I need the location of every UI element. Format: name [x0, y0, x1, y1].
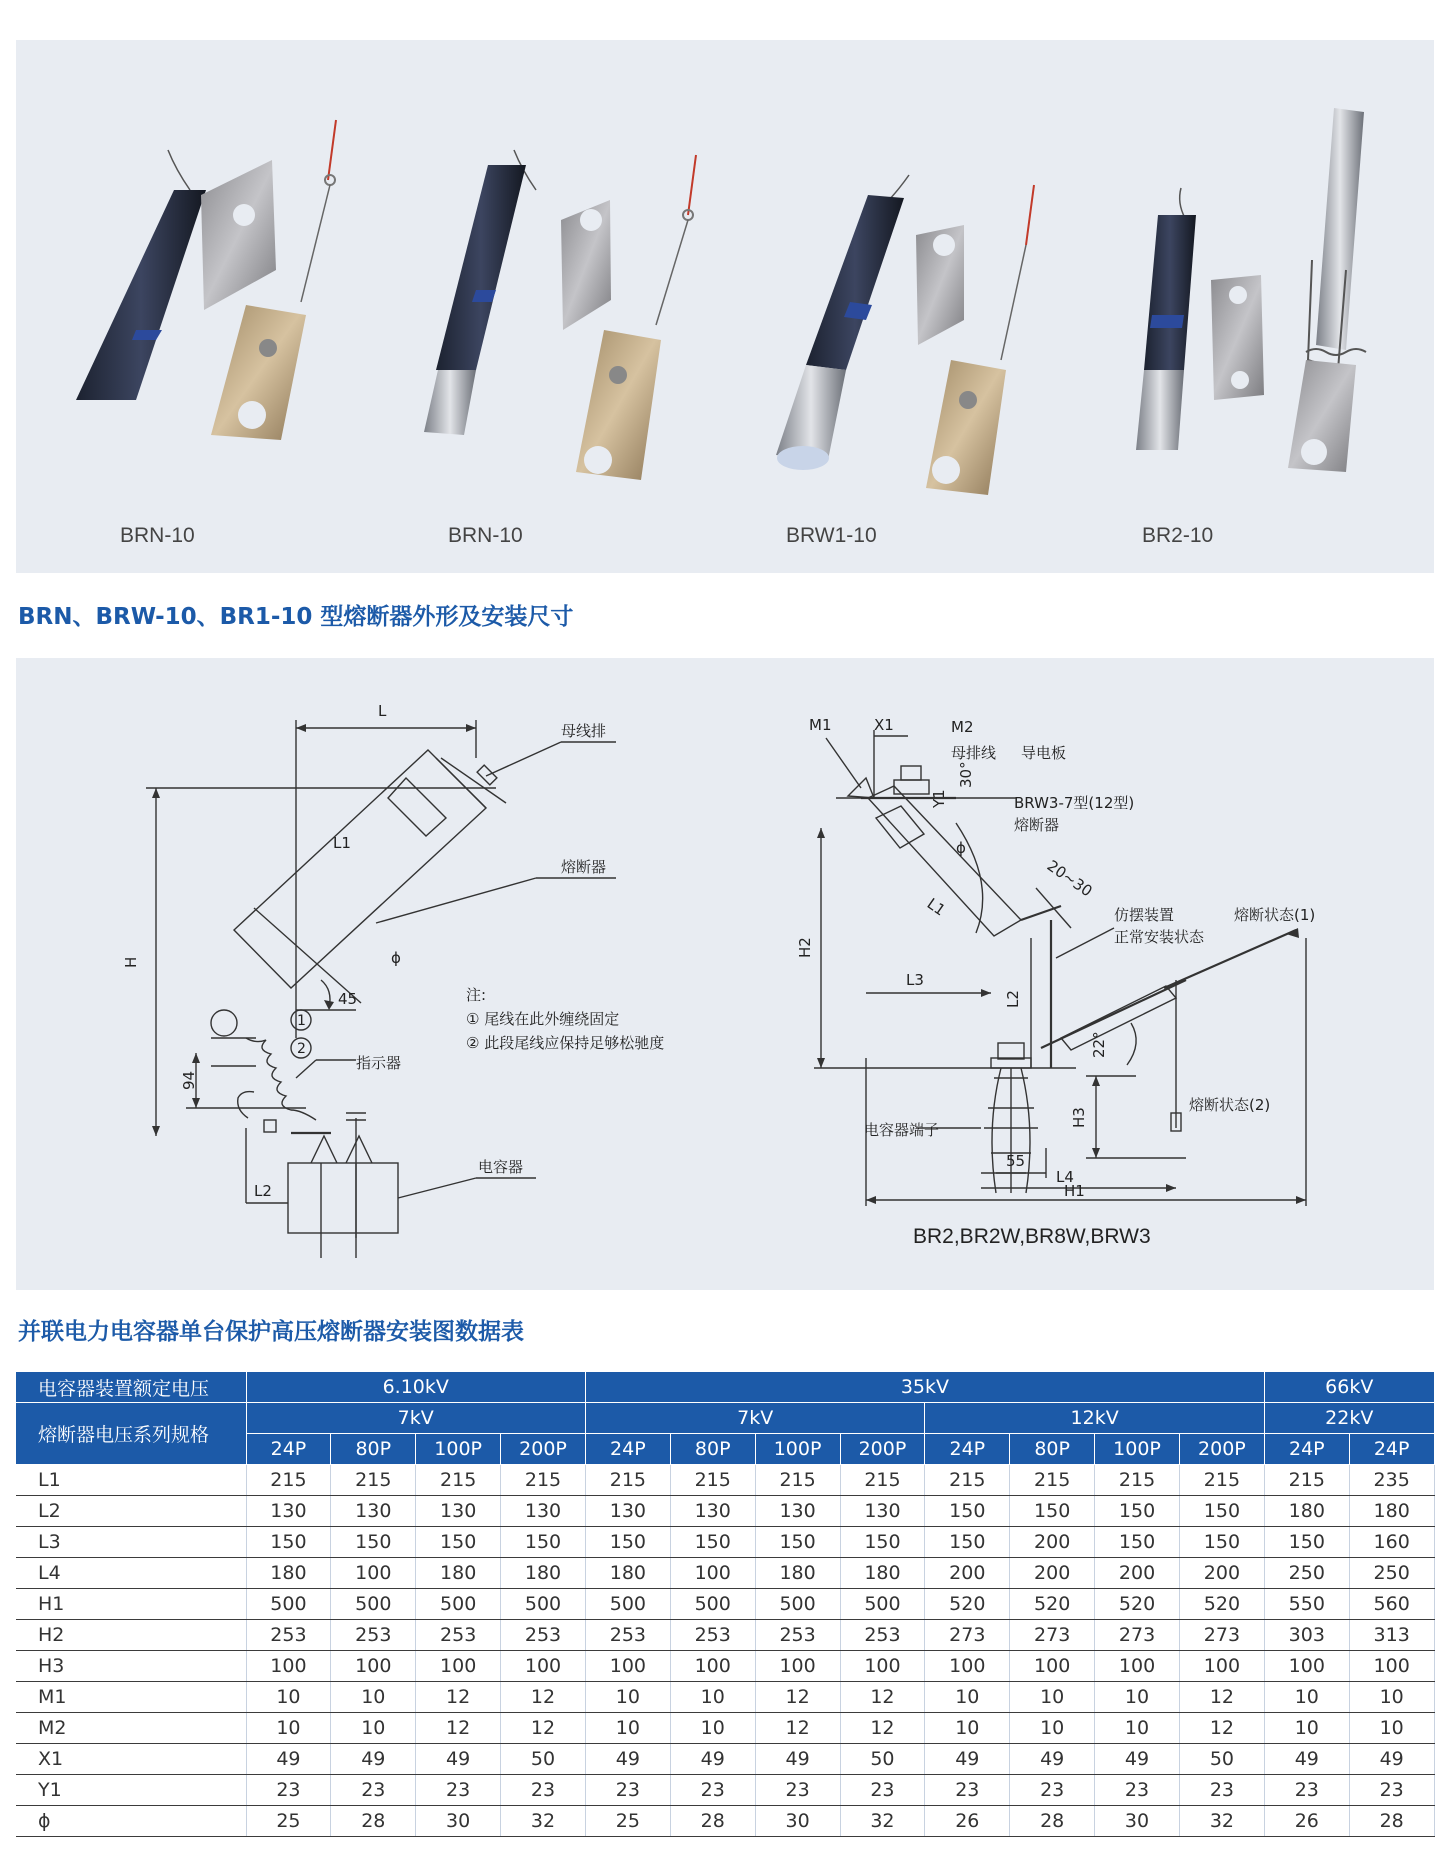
label-blown-1: 熔断状态(1) [1234, 906, 1316, 924]
row-label: L3 [16, 1527, 246, 1558]
row-label: L2 [16, 1496, 246, 1527]
table-cell: 100 [1095, 1651, 1180, 1682]
table-cell: 180 [1264, 1496, 1349, 1527]
table-cell: 180 [246, 1558, 331, 1589]
label-circle-1: 1 [297, 1013, 306, 1029]
table-cell: 500 [670, 1589, 755, 1620]
table-cell: 100 [755, 1651, 840, 1682]
table-cell: 130 [755, 1496, 840, 1527]
table-cell: 23 [1095, 1775, 1180, 1806]
table-cell: 215 [1095, 1465, 1180, 1496]
header-spec-cell: 24P [246, 1434, 331, 1465]
table-cell: 23 [331, 1775, 416, 1806]
header-spec-cell: 80P [331, 1434, 416, 1465]
label-Y1: Y1 [930, 789, 948, 808]
table-cell: 253 [501, 1620, 586, 1651]
table-cell: 150 [840, 1527, 925, 1558]
table-cell: 235 [1349, 1465, 1434, 1496]
table-cell: 23 [1264, 1775, 1349, 1806]
header-spec-cell: 24P [1349, 1434, 1434, 1465]
label-fuse-right: 熔断器 [1014, 816, 1060, 834]
table-cell: 12 [501, 1713, 586, 1744]
table-cell: 49 [670, 1744, 755, 1775]
label-fuse: 熔断器 [561, 858, 607, 876]
table-cell: 12 [755, 1682, 840, 1713]
header-spec-cell: 200P [501, 1434, 586, 1465]
table-cell: 28 [331, 1806, 416, 1837]
table-cell: 49 [1010, 1744, 1095, 1775]
table-cell: 100 [925, 1651, 1010, 1682]
table-cell: 12 [501, 1682, 586, 1713]
table-cell: 49 [1264, 1744, 1349, 1775]
table-cell: 100 [1264, 1651, 1349, 1682]
table-cell: 160 [1349, 1527, 1434, 1558]
label-20-30: 20~30 [1043, 856, 1096, 901]
table-cell: 200 [1010, 1558, 1095, 1589]
table-cell: 520 [1095, 1589, 1180, 1620]
table-cell: 23 [755, 1775, 840, 1806]
row-label: H1 [16, 1589, 246, 1620]
table-cell: 150 [1095, 1527, 1180, 1558]
left-diagram [122, 702, 664, 1258]
header-voltage-35kv: 35kV [585, 1372, 1264, 1403]
table-cell: 215 [840, 1465, 925, 1496]
table-cell: 100 [1349, 1651, 1434, 1682]
table-cell: 150 [246, 1527, 331, 1558]
photo-brn10-b [424, 150, 696, 480]
table-body [16, 1465, 1434, 1837]
table-cell: 12 [416, 1682, 501, 1713]
table-cell: 150 [331, 1527, 416, 1558]
photo-caption-1: BRN-10 [120, 524, 195, 547]
row-label: H2 [16, 1620, 246, 1651]
photo-caption-4: BR2-10 [1142, 524, 1214, 547]
header-spec-cell: 80P [1010, 1434, 1095, 1465]
table-cell: 23 [670, 1775, 755, 1806]
row-label: H3 [16, 1651, 246, 1682]
table-cell: 313 [1349, 1620, 1434, 1651]
table-cell: 130 [585, 1496, 670, 1527]
table-cell: 23 [840, 1775, 925, 1806]
table-cell: 12 [755, 1713, 840, 1744]
header-spec-cell: 100P [1095, 1434, 1180, 1465]
table-cell: 23 [1010, 1775, 1095, 1806]
label-brw3: BRW3-7型(12型) [1014, 794, 1135, 812]
label-55: 55 [1006, 1152, 1026, 1170]
table-cell: 253 [585, 1620, 670, 1651]
header-row-voltage [16, 1372, 1434, 1403]
table-cell: 500 [755, 1589, 840, 1620]
label-H: H [122, 956, 140, 968]
label-L2-right: L2 [1004, 990, 1022, 1008]
table-cell: 250 [1349, 1558, 1434, 1589]
table-cell: 30 [416, 1806, 501, 1837]
table-cell: 100 [246, 1651, 331, 1682]
header-spec-cell: 24P [1264, 1434, 1349, 1465]
label-capacitor: 电容器 [478, 1158, 524, 1176]
table-row [16, 1465, 1434, 1496]
table-cell: 150 [925, 1527, 1010, 1558]
table-cell: 10 [1264, 1713, 1349, 1744]
installation-diagram-panel [16, 658, 1434, 1290]
table-cell: 130 [670, 1496, 755, 1527]
table-cell: 150 [925, 1496, 1010, 1527]
table-row [16, 1744, 1434, 1775]
header-spec-cell: 24P [585, 1434, 670, 1465]
table-cell: 23 [585, 1775, 670, 1806]
table-cell: 26 [925, 1806, 1010, 1837]
table-cell: 23 [416, 1775, 501, 1806]
table-cell: 215 [246, 1465, 331, 1496]
table-cell: 273 [925, 1620, 1010, 1651]
table-cell: 130 [246, 1496, 331, 1527]
row-label: L1 [16, 1465, 246, 1496]
table-cell: 200 [1010, 1527, 1095, 1558]
table-cell: 32 [840, 1806, 925, 1837]
table-cell: 10 [925, 1682, 1010, 1713]
table-cell: 49 [585, 1744, 670, 1775]
table-cell: 150 [1095, 1496, 1180, 1527]
table-cell: 253 [670, 1620, 755, 1651]
label-L: L [378, 702, 387, 720]
label-busline: 母排线 [951, 744, 997, 762]
label-X1: X1 [874, 716, 894, 734]
header-series-7kv-a: 7kV [246, 1403, 585, 1434]
table-cell: 500 [331, 1589, 416, 1620]
note-1: ① 尾线在此外缠绕固定 [466, 1010, 620, 1028]
table-row [16, 1651, 1434, 1682]
table-cell: 100 [670, 1651, 755, 1682]
table-cell: 150 [585, 1527, 670, 1558]
table-cell: 10 [925, 1713, 1010, 1744]
header-row-series [16, 1403, 1434, 1434]
label-H1: H1 [1064, 1182, 1085, 1200]
note-2: ② 此段尾线应保持足够松驰度 [466, 1034, 665, 1052]
table-cell: 10 [670, 1713, 755, 1744]
table-cell: 10 [1010, 1682, 1095, 1713]
table-row [16, 1775, 1434, 1806]
label-H3: H3 [1070, 1107, 1088, 1128]
table-cell: 215 [416, 1465, 501, 1496]
table-cell: 25 [585, 1806, 670, 1837]
header-spec-cell: 200P [1179, 1434, 1264, 1465]
label-indicator: 指示器 [356, 1054, 402, 1072]
table-cell: 180 [755, 1558, 840, 1589]
table-cell: 200 [1179, 1558, 1264, 1589]
table-row [16, 1806, 1434, 1837]
label-22: 22° [1090, 1031, 1108, 1058]
table-row [16, 1558, 1434, 1589]
label-anti-swing: 仿摆装置 [1114, 906, 1175, 924]
label-30: 30° [957, 761, 975, 788]
table-cell: 253 [755, 1620, 840, 1651]
table-cell: 130 [331, 1496, 416, 1527]
label-M2: M2 [951, 718, 974, 736]
table-cell: 10 [1349, 1682, 1434, 1713]
table-cell: 28 [670, 1806, 755, 1837]
label-blown-2: 熔断状态(2) [1189, 1096, 1271, 1114]
table-cell: 550 [1264, 1589, 1349, 1620]
header-fuse-series-label: 熔断器电压系列规格 [16, 1403, 246, 1465]
header-series-12kv: 12kV [925, 1403, 1265, 1434]
label-94: 94 [180, 1070, 198, 1090]
table-cell: 150 [501, 1527, 586, 1558]
label-circle-2: 2 [297, 1041, 306, 1057]
photo-brn10-a [76, 120, 336, 440]
table-cell: 100 [331, 1558, 416, 1589]
table-cell: 100 [501, 1651, 586, 1682]
table-cell: 150 [1179, 1496, 1264, 1527]
table-row [16, 1589, 1434, 1620]
table-row [16, 1620, 1434, 1651]
label-45: 45 [338, 990, 358, 1008]
table-cell: 49 [416, 1744, 501, 1775]
table-cell: 180 [501, 1558, 586, 1589]
table-cell: 180 [585, 1558, 670, 1589]
row-label: X1 [16, 1744, 246, 1775]
table-cell: 500 [840, 1589, 925, 1620]
table-cell: 100 [585, 1651, 670, 1682]
table-cell: 10 [331, 1682, 416, 1713]
header-voltage-66kv: 66kV [1264, 1372, 1434, 1403]
table-cell: 23 [501, 1775, 586, 1806]
label-L3: L3 [906, 971, 924, 989]
row-label: ϕ [16, 1806, 246, 1837]
table-cell: 10 [670, 1682, 755, 1713]
header-series-22kv: 22kV [1264, 1403, 1434, 1434]
table-cell: 30 [1095, 1806, 1180, 1837]
table-cell: 130 [416, 1496, 501, 1527]
label-M1: M1 [809, 716, 832, 734]
table-cell: 49 [1349, 1744, 1434, 1775]
table-cell: 500 [585, 1589, 670, 1620]
table-cell: 520 [1179, 1589, 1264, 1620]
table-cell: 150 [755, 1527, 840, 1558]
table-cell: 150 [1264, 1527, 1349, 1558]
table-cell: 49 [755, 1744, 840, 1775]
table-cell: 200 [1095, 1558, 1180, 1589]
table-cell: 23 [1349, 1775, 1434, 1806]
label-L4: L4 [1056, 1168, 1074, 1186]
product-photo-panel [16, 40, 1434, 573]
table-cell: 10 [1349, 1713, 1434, 1744]
header-spec-cell: 200P [840, 1434, 925, 1465]
table-cell: 273 [1010, 1620, 1095, 1651]
label-normal-state: 正常安装状态 [1114, 928, 1205, 946]
table-cell: 100 [1179, 1651, 1264, 1682]
fuse-product-photos [16, 40, 1434, 573]
table-cell: 30 [755, 1806, 840, 1837]
table-cell: 49 [925, 1744, 1010, 1775]
table-cell: 180 [1349, 1496, 1434, 1527]
row-label: Y1 [16, 1775, 246, 1806]
label-terminal: 电容器端子 [864, 1121, 940, 1139]
table-cell: 215 [925, 1465, 1010, 1496]
header-spec-cell: 100P [416, 1434, 501, 1465]
table-row [16, 1496, 1434, 1527]
table-cell: 12 [1179, 1682, 1264, 1713]
label-L1: L1 [333, 834, 351, 852]
row-label: M1 [16, 1682, 246, 1713]
table-cell: 28 [1349, 1806, 1434, 1837]
table-cell: 100 [1010, 1651, 1095, 1682]
table-cell: 50 [501, 1744, 586, 1775]
table-cell: 273 [1095, 1620, 1180, 1651]
table-cell: 10 [1010, 1713, 1095, 1744]
table-cell: 10 [585, 1713, 670, 1744]
row-label: M2 [16, 1713, 246, 1744]
table-cell: 32 [501, 1806, 586, 1837]
installation-diagrams [16, 658, 1434, 1290]
notes-title: 注: [466, 986, 487, 1004]
table-cell: 10 [585, 1682, 670, 1713]
photo-caption-3: BRW1-10 [786, 524, 877, 547]
table-cell: 253 [246, 1620, 331, 1651]
table-cell: 10 [1264, 1682, 1349, 1713]
table-cell: 253 [840, 1620, 925, 1651]
table-cell: 560 [1349, 1589, 1434, 1620]
table-cell: 215 [1179, 1465, 1264, 1496]
table-cell: 26 [1264, 1806, 1349, 1837]
table-cell: 215 [585, 1465, 670, 1496]
table-cell: 200 [925, 1558, 1010, 1589]
label-L1-right: L1 [923, 894, 949, 920]
header-device-voltage-label: 电容器装置额定电压 [16, 1372, 246, 1403]
table-cell: 180 [840, 1558, 925, 1589]
header-spec-cell: 24P [925, 1434, 1010, 1465]
table-cell: 520 [1010, 1589, 1095, 1620]
table-cell: 130 [501, 1496, 586, 1527]
table-cell: 130 [840, 1496, 925, 1527]
table-cell: 12 [840, 1682, 925, 1713]
table-cell: 49 [331, 1744, 416, 1775]
fuse-dimension-table [16, 1372, 1435, 1837]
table-cell: 215 [670, 1465, 755, 1496]
header-spec-cell: 100P [755, 1434, 840, 1465]
table-cell: 10 [1095, 1682, 1180, 1713]
header-spec-cell: 80P [670, 1434, 755, 1465]
diagram-caption: BR2,BR2W,BR8W,BRW3 [913, 1225, 1151, 1248]
table-cell: 215 [1264, 1465, 1349, 1496]
table-cell: 215 [1010, 1465, 1095, 1496]
section-title-data-table: 并联电力电容器单台保护高压熔断器安装图数据表 [18, 1319, 524, 1345]
table-cell: 10 [1095, 1713, 1180, 1744]
table-cell: 215 [755, 1465, 840, 1496]
table-cell: 100 [331, 1651, 416, 1682]
table-row [16, 1527, 1434, 1558]
photo-brw1-10 [776, 175, 1034, 495]
table-cell: 12 [840, 1713, 925, 1744]
table-cell: 23 [1179, 1775, 1264, 1806]
table-cell: 253 [416, 1620, 501, 1651]
label-L2-left: L2 [254, 1182, 272, 1200]
label-busbar: 母线排 [561, 722, 607, 740]
table-cell: 10 [246, 1713, 331, 1744]
section-title-dimensions: BRN、BRW-10、BR1-10 型熔断器外形及安装尺寸 [18, 604, 574, 630]
table-cell: 50 [1179, 1744, 1264, 1775]
photo-caption-2: BRN-10 [448, 524, 523, 547]
header-voltage-610kv: 6.10kV [246, 1372, 585, 1403]
table-cell: 100 [840, 1651, 925, 1682]
table-cell: 273 [1179, 1620, 1264, 1651]
right-diagram [796, 716, 1315, 1248]
table-cell: 28 [1010, 1806, 1095, 1837]
table-cell: 180 [416, 1558, 501, 1589]
table-cell: 150 [416, 1527, 501, 1558]
table-cell: 10 [246, 1682, 331, 1713]
table-cell: 12 [416, 1713, 501, 1744]
table-row [16, 1713, 1434, 1744]
photo-br2-10 [1136, 108, 1366, 472]
table-cell: 100 [670, 1558, 755, 1589]
table-cell: 215 [331, 1465, 416, 1496]
label-H2: H2 [796, 937, 814, 958]
header-series-7kv-b: 7kV [585, 1403, 924, 1434]
table-cell: 23 [925, 1775, 1010, 1806]
table-cell: 150 [670, 1527, 755, 1558]
table-cell: 250 [1264, 1558, 1349, 1589]
table-cell: 50 [840, 1744, 925, 1775]
table-cell: 150 [1179, 1527, 1264, 1558]
table-cell: 49 [1095, 1744, 1180, 1775]
label-plate: 导电板 [1021, 744, 1067, 762]
table-cell: 500 [501, 1589, 586, 1620]
table-cell: 253 [331, 1620, 416, 1651]
table-cell: 49 [246, 1744, 331, 1775]
table-cell: 100 [416, 1651, 501, 1682]
label-phi: ϕ [391, 949, 401, 967]
table-cell: 25 [246, 1806, 331, 1837]
label-phi-right: ϕ [956, 839, 966, 857]
table-cell: 500 [416, 1589, 501, 1620]
row-label: L4 [16, 1558, 246, 1589]
table-row [16, 1682, 1434, 1713]
table-cell: 303 [1264, 1620, 1349, 1651]
table-cell: 215 [501, 1465, 586, 1496]
table-cell: 500 [246, 1589, 331, 1620]
table-cell: 23 [246, 1775, 331, 1806]
table-cell: 10 [331, 1713, 416, 1744]
table-cell: 520 [925, 1589, 1010, 1620]
table-cell: 32 [1179, 1806, 1264, 1837]
table-cell: 150 [1010, 1496, 1095, 1527]
table-cell: 12 [1179, 1713, 1264, 1744]
